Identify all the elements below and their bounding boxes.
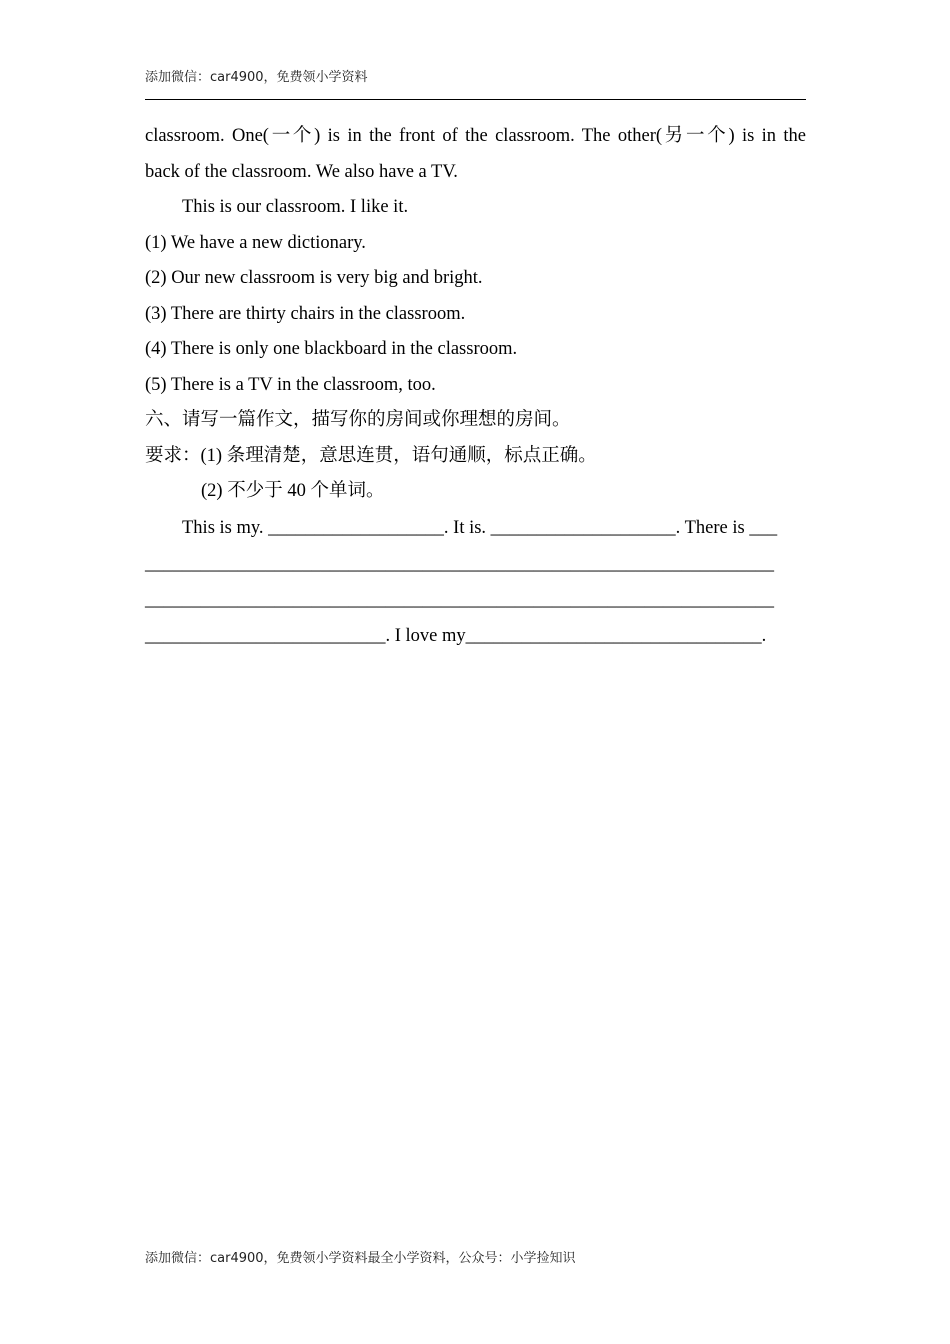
statement-1: (1) We have a new dictionary. <box>145 232 366 253</box>
writing-template-line-4[interactable]: __________________________. I love my________________________________. <box>145 625 767 646</box>
writing-template-line-1[interactable]: This is my. ___________________. It is. ____________________. There is ___ <box>182 517 778 538</box>
writing-blank-line-3[interactable]: ____________________________________________________________________ <box>145 589 774 610</box>
section-6-requirement-1: 要求：(1) 条理清楚，意思连贯，语句通顺，标点正确。 <box>145 445 597 466</box>
statement-5: (5) There is a TV in the classroom, too. <box>145 374 436 395</box>
header-note: 添加微信：car4900，免费领小学资料 <box>145 70 368 85</box>
section-6-requirement-2: (2) 不少于 40 个单词。 <box>201 481 385 501</box>
footer-note: 添加微信：car4900，免费领小学资料最全小学资料，公众号：小学捡知识 <box>145 1251 576 1266</box>
statement-2: (2) Our new classroom is very big and bright. <box>145 268 483 288</box>
section-6-title: 六、请写一篇作文，描写你的房间或你理想的房间。 <box>145 410 571 430</box>
statement-4: (4) There is only one blackboard in the classroom. <box>145 339 518 359</box>
passage-line-2: back of the classroom. We also have a TV. <box>145 162 458 182</box>
writing-blank-line-2[interactable]: ____________________________________________________________________ <box>145 553 774 574</box>
passage-line-1: classroom. One(一个) is in the front of the classroom. The other(另一个) is in the <box>145 126 806 146</box>
passage-line-3: This is our classroom. I like it. <box>182 197 409 217</box>
header-divider <box>145 99 806 100</box>
statement-3: (3) There are thirty chairs in the classroom. <box>145 303 466 324</box>
worksheet-content <box>145 118 806 654</box>
